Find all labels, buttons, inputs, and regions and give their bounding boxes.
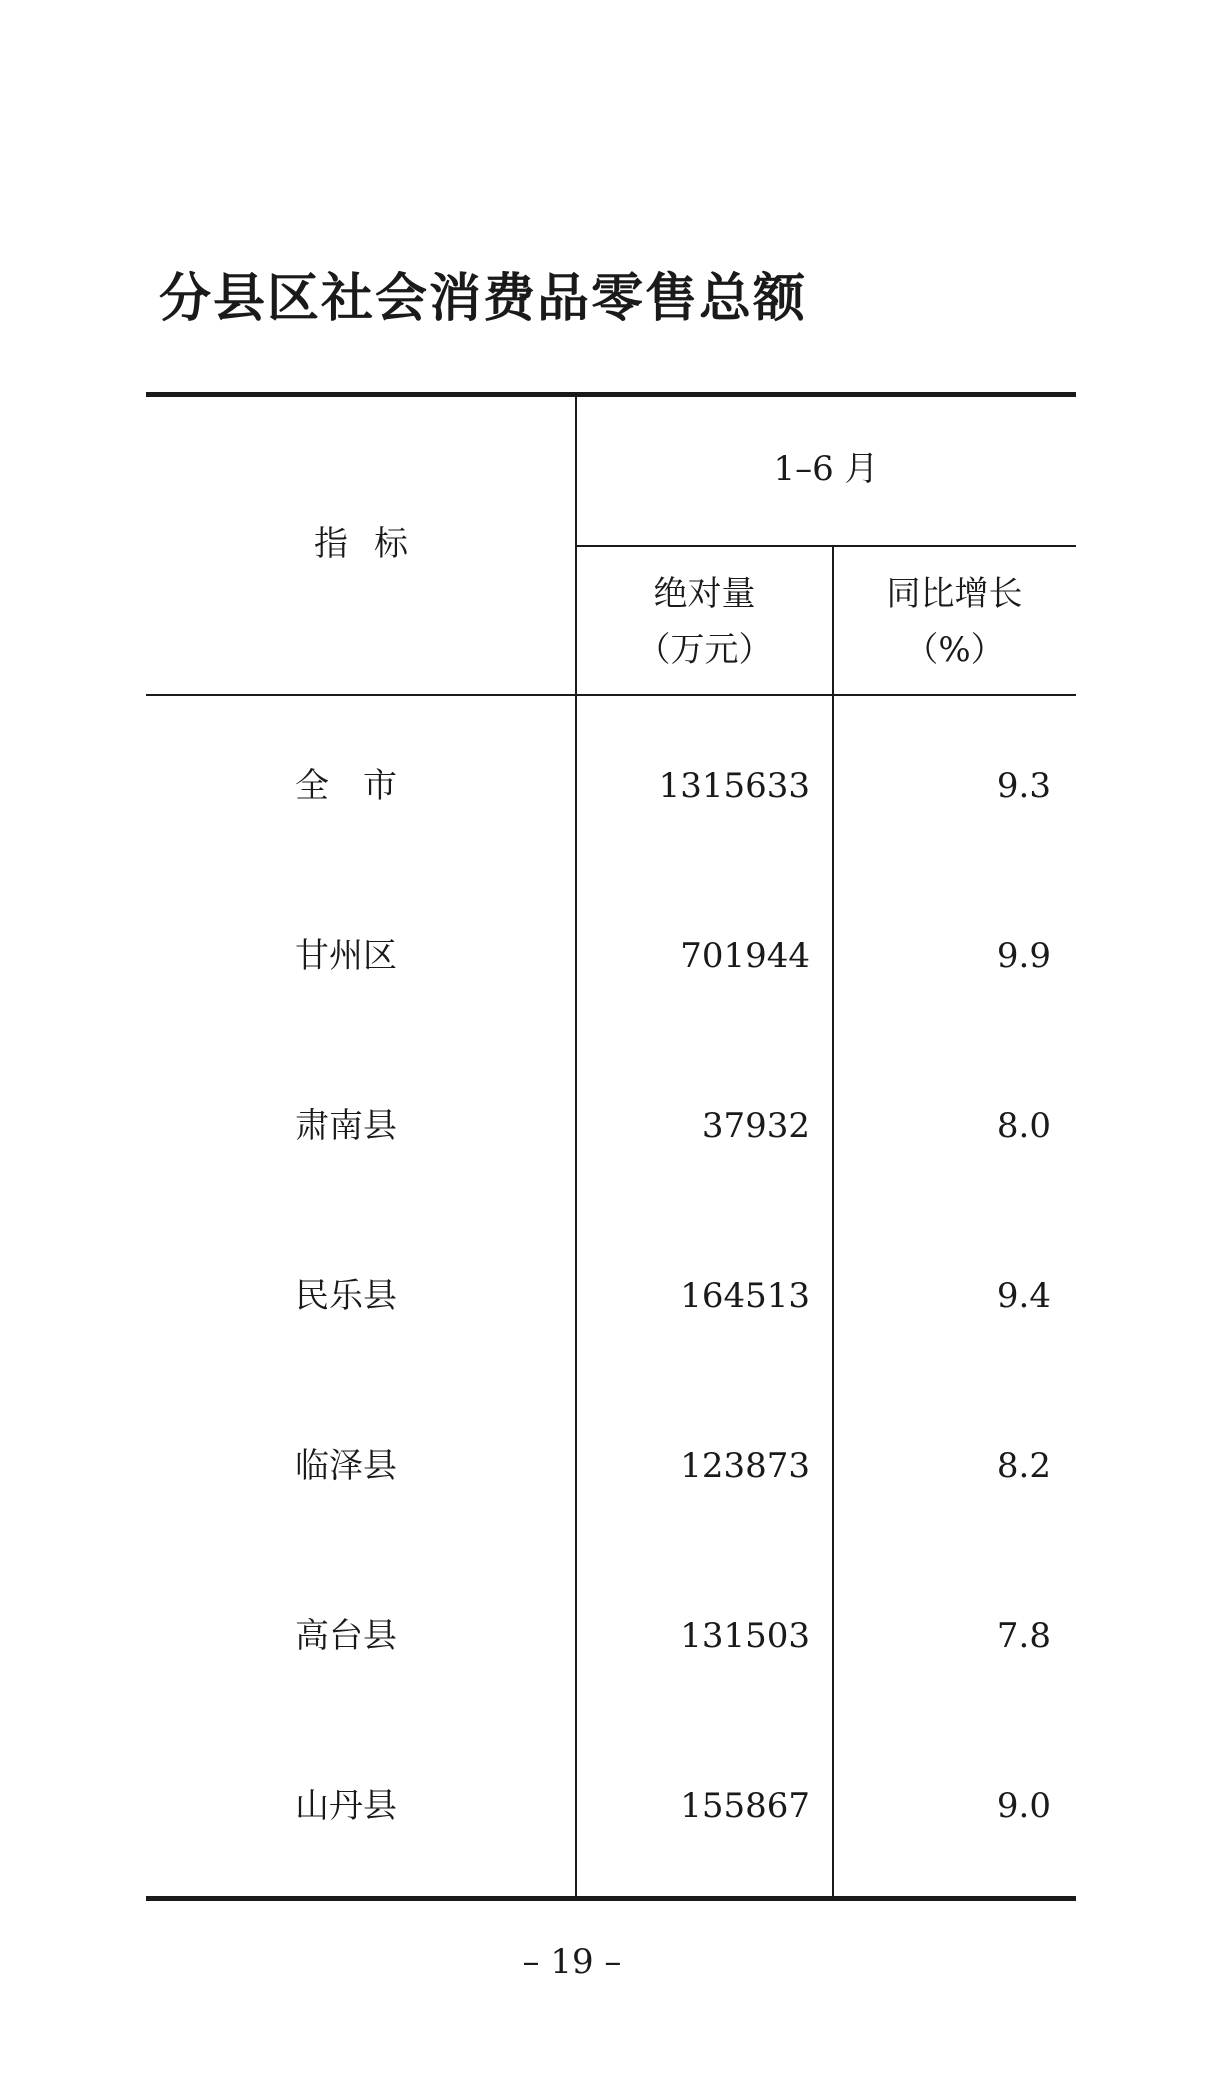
row-yoy-value: 8.0	[996, 1106, 1051, 1146]
table-bottom-rule	[146, 1896, 1076, 1901]
page-number: – 19 –	[522, 1942, 622, 1982]
table-row	[146, 1784, 1076, 1828]
page-title: 分县区社会消费品零售总额	[158, 269, 807, 329]
table-row	[146, 1274, 1076, 1318]
header-period: 1–6 月	[773, 449, 879, 489]
header-yoy-growth: 同比增长	[886, 574, 1023, 614]
table-row	[146, 934, 1076, 978]
table-row	[146, 1104, 1076, 1148]
row-yoy-value: 9.4	[996, 1276, 1051, 1316]
table-row	[146, 1614, 1076, 1658]
table-row	[146, 764, 1076, 808]
header-absolute-unit: （万元）	[636, 630, 773, 670]
header-absolute: 绝对量	[653, 574, 756, 614]
row-yoy-value: 7.8	[996, 1616, 1051, 1656]
row-name: 高台县	[295, 1616, 397, 1656]
row-absolute-value: 131503	[680, 1616, 810, 1656]
table-top-rule	[146, 392, 1076, 397]
row-yoy-value: 9.0	[996, 1786, 1051, 1826]
row-yoy-value: 9.9	[996, 936, 1051, 976]
header-indicator: 指标	[314, 524, 434, 564]
header-yoy-unit: （%）	[904, 630, 1005, 670]
row-name: 甘州区	[295, 936, 397, 976]
row-absolute-value: 37932	[701, 1106, 810, 1146]
row-name: 民乐县	[295, 1276, 397, 1316]
table-column-divider-2	[832, 546, 834, 1896]
table-subheader-rule	[576, 545, 1076, 547]
row-absolute-value: 123873	[680, 1446, 810, 1486]
row-absolute-value: 1315633	[658, 766, 810, 806]
table-row	[146, 1444, 1076, 1488]
row-absolute-value: 164513	[680, 1276, 810, 1316]
row-absolute-value: 701944	[680, 936, 810, 976]
row-yoy-value: 9.3	[996, 766, 1051, 806]
row-absolute-value: 155867	[680, 1786, 810, 1826]
row-yoy-value: 8.2	[996, 1446, 1051, 1486]
table-header-rule	[146, 694, 1076, 696]
row-name: 山丹县	[295, 1786, 397, 1826]
row-name: 全市	[295, 766, 431, 806]
retail-sales-table	[146, 392, 1076, 1904]
row-name: 肃南县	[295, 1106, 397, 1146]
row-name: 临泽县	[295, 1446, 397, 1486]
